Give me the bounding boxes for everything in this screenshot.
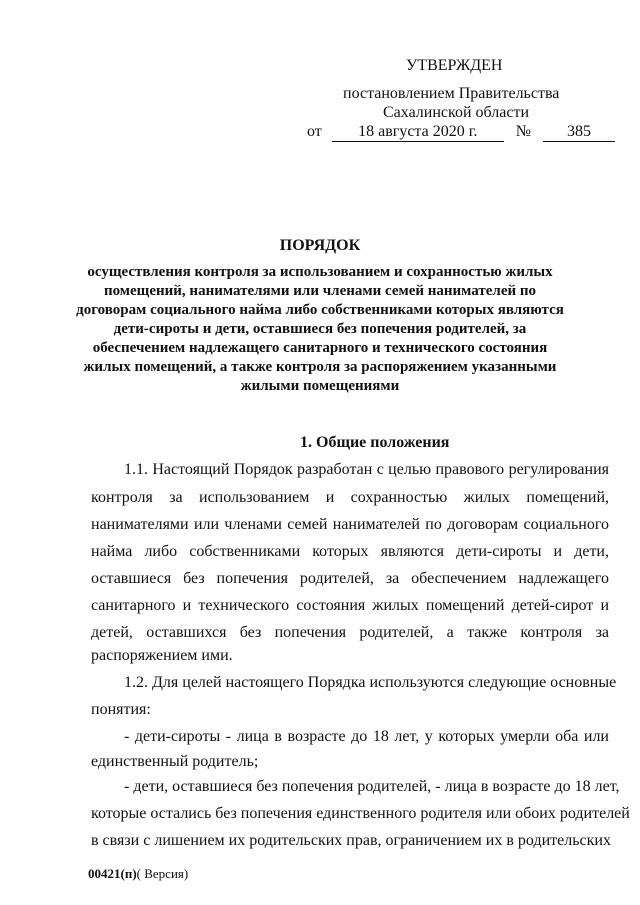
document-version: ( Версия) [136, 866, 189, 881]
document-heading: ПОРЯДОК [279, 237, 361, 254]
body-line: - дети, оставшиеся без попечения родителей, - лица в возрасте до 18 лет, [124, 778, 620, 795]
title-line: договорам социального найма либо собственниками которых являются [76, 302, 564, 318]
title-line: жилыми помещениями [240, 378, 400, 394]
body-line: 1.1. Настоящий Порядок разработан с целью правового регулирования [124, 461, 609, 478]
body-line: - дети-сироты - лица в возрасте до 18 лет, у которых умерли оба или [124, 728, 609, 745]
title-line: дети-сироты и дети, оставшиеся без попечения родителей, за [113, 321, 527, 337]
approval-date: 18 августа 2020 г. [332, 123, 504, 142]
from-label: от [307, 123, 322, 140]
approved-by-line2: Сахалинской области [383, 104, 530, 121]
body-line: распоряжением ими. [91, 647, 233, 664]
section-heading: 1. Общие положения [300, 434, 450, 451]
footer [88, 866, 188, 882]
approved-label: УТВЕРЖДЕН [406, 57, 503, 74]
body-line: в связи с лишением их родительских прав, ограничением их в родительских [91, 832, 611, 849]
body-line: санитарного и технического состояния жилых помещений детей-сирот и [91, 597, 609, 614]
body-line: нанимателями или членами семей нанимателей по договорам социального [91, 516, 609, 533]
body-line: найма либо собственниками которых являются дети-сироты и дети, [91, 543, 609, 560]
body-line: контроля за использованием и сохранностью жилых помещений, [91, 489, 609, 506]
body-line: которые остались без попечения единственного родителя или обоих родителей [91, 805, 630, 822]
approved-by-line1: постановлением Правительства [343, 85, 560, 102]
document-code: 00421(п) [88, 866, 137, 881]
body-line: детей, оставшихся без попечения родителей, а также контроля за [91, 624, 609, 641]
body-line: 1.2. Для целей настоящего Порядка используются следующие основные [124, 674, 617, 691]
title-line: осуществления контроля за использованием и сохранностью жилых [87, 264, 553, 280]
title-line: обеспечением надлежащего санитарного и технического состояния [92, 340, 548, 356]
body-line: понятия: [91, 701, 151, 718]
number-sign: № [515, 123, 532, 140]
title-line: помещений, нанимателями или членами семей нанимателей по [103, 283, 537, 299]
title-line: жилых помещений, а также контроля за распоряжением указанными [83, 359, 557, 375]
approval-number: 385 [543, 123, 615, 142]
approval-date-row [307, 123, 615, 142]
body-line: оставшиеся без попечения родителей, за обеспечением надлежащего [91, 570, 609, 587]
body-line: единственный родитель; [91, 753, 259, 770]
